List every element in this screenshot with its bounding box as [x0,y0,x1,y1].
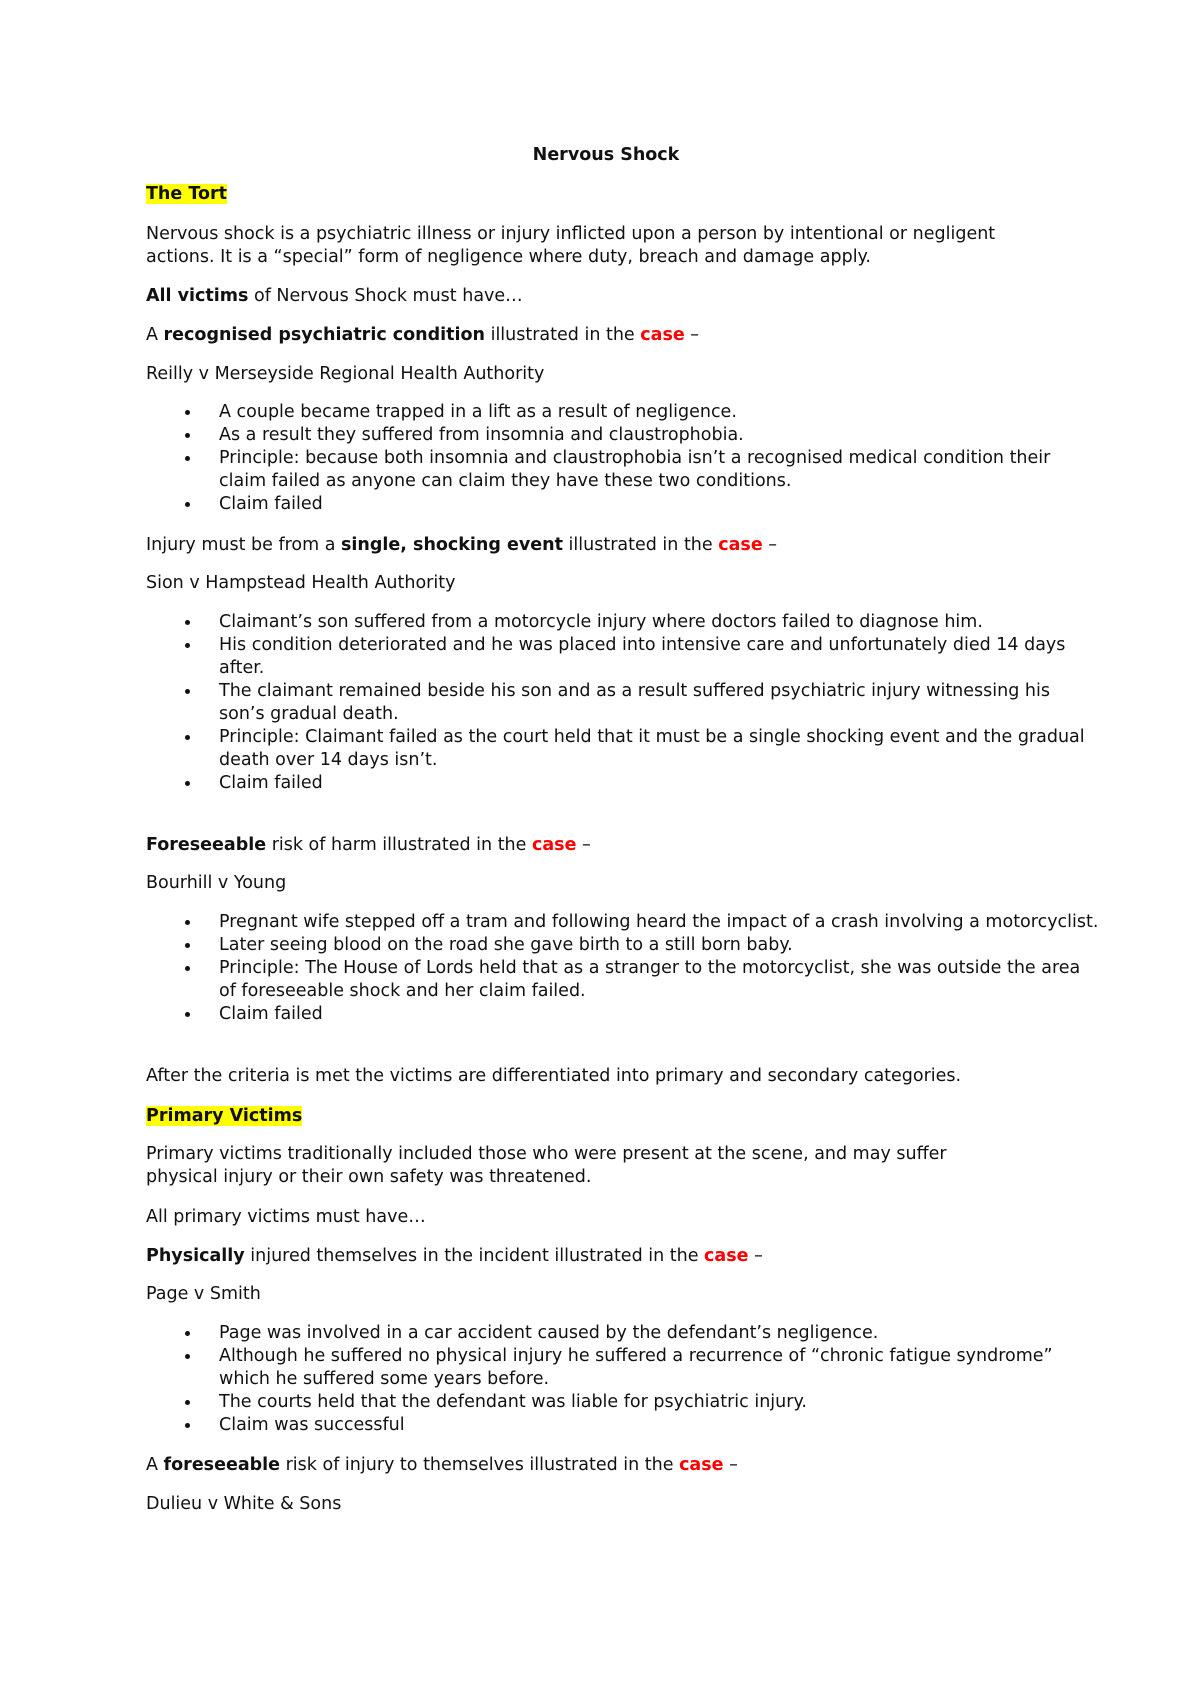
plain-text: injured themselves in the incident illustrated in the [244,1246,705,1266]
plain-text: – [684,325,700,345]
highlighted-heading: Primary Victims [146,1106,303,1126]
bullet-icon [185,920,190,925]
case-keyword: case [704,1246,749,1266]
bullet-icon [185,1354,190,1359]
list-item-text: Claimant’s son suffered from a motorcycle injury where doctors failed to diagnose him. [219,612,983,632]
plain-text: illustrated in the [562,535,719,555]
bullet-list [146,611,1085,795]
plain-text: – [723,1455,738,1475]
list-item [146,1003,1066,1026]
page-title: Nervous Shock [532,145,680,165]
list-item-text: Principle: Claimant failed as the court held that it must be a single shocking event and the gradual death over 14 days isn’t. [219,727,1085,770]
plain-text: of Nervous Shock must have… [248,286,523,306]
list-item [146,401,1066,424]
list-item [146,726,1085,772]
criterion-single-event [146,534,1066,557]
list-item [146,957,1081,1003]
plain-text: risk of injury to themselves illustrated in the [280,1455,680,1475]
list-item-text: Page was involved in a car accident caused by the defendant’s negligence. [219,1323,879,1343]
paragraph-line: actions. It is a “special” form of negligence where duty, breach and damage apply. [146,247,871,267]
list-item [146,1322,1066,1345]
section-heading-tort [146,183,1066,206]
list-item-text: A couple became trapped in a lift as a result of negligence. [219,402,737,422]
bullet-list [146,1322,1066,1437]
bullet-icon [185,735,190,740]
bullet-icon [185,433,190,438]
bullet-icon [185,966,190,971]
case-keyword: case [531,835,577,855]
list-item-text: The courts held that the defendant was liable for psychiatric injury. [219,1392,807,1412]
bullet-icon [185,943,190,948]
list-item-text: Later seeing blood on the road she gave birth to a still born baby. [219,935,793,955]
bold-text: Foreseeable [146,835,267,855]
list-item [146,1391,1066,1414]
highlighted-heading: The Tort [146,184,227,204]
list-item-text: The claimant remained beside his son and as a result suffered psychiatric injury witnessing his son’s gradual death. [219,681,1050,724]
bullet-icon [185,456,190,461]
list-item-text: Claim was successful [219,1415,405,1435]
list-item [146,634,1066,680]
list-item [146,424,1066,447]
criteria-paragraph: After the criteria is met the victims are differentiated into primary and secondary categories. [146,1066,962,1086]
bullet-list [146,911,1099,1026]
criterion-foreseeable-self [146,1454,1066,1477]
bullet-icon [185,1400,190,1405]
bullet-icon [185,620,190,625]
plain-text: illustrated in the [485,325,641,345]
bullet-icon [185,1331,190,1336]
list-item [146,1414,1066,1437]
list-item-text: Principle: The House of Lords held that as a stranger to the motorcyclist, she was outside the area of foreseeable shock and her claim failed. [219,958,1081,1001]
bullet-icon [185,643,190,648]
bullet-icon [185,781,190,786]
bullet-icon [185,689,190,694]
plain-text: – [762,535,778,555]
bold-text: All victims [146,286,249,306]
criterion-recognised [146,324,1066,347]
plain-text: risk of harm illustrated in the [266,835,532,855]
plain-text: – [748,1246,763,1266]
case-keyword: case [679,1455,724,1475]
paragraph-line: physical injury or their own safety was threatened. [146,1167,592,1187]
list-item-text: Claim failed [219,1004,323,1024]
list-item [146,911,1099,934]
bullet-icon [185,502,190,507]
list-item-text: Although he suffered no physical injury he suffered a recurrence of “chronic fatigue syndrome” which he suffered some years before. [219,1346,1053,1389]
bullet-icon [185,410,190,415]
plain-text: A [146,325,164,345]
paragraph-line: Primary victims traditionally included those who were present at the scene, and may suffer [146,1144,947,1164]
list-item [146,934,1066,957]
list-item-text: Claim failed [219,494,323,514]
list-item [146,493,1066,516]
bullet-icon [185,1012,190,1017]
list-item-text: His condition deteriorated and he was placed into intensive care and unfortunately died 14 days after. [219,635,1066,678]
list-item-text: Claim failed [219,773,323,793]
list-item [146,772,1066,795]
bold-text: recognised psychiatric condition [163,325,486,345]
case-keyword: case [718,535,763,555]
list-item-text: Pregnant wife stepped off a tram and following heard the impact of a crash involving a motorcyclist. [219,912,1099,932]
case-name: Page v Smith [146,1284,261,1304]
plain-text: Injury must be from a [146,535,342,555]
list-item [146,680,1066,726]
paragraph-line: Nervous shock is a psychiatric illness or injury inflicted upon a person by intentional or negligent [146,224,996,244]
case-name: Reilly v Merseyside Regional Health Authority [146,364,545,384]
list-item-text: Principle: because both insomnia and claustrophobia isn’t a recognised medical condition their claim failed as anyone can claim they have these two conditions. [219,448,1051,491]
bullet-icon [185,1423,190,1428]
list-item [146,1345,1066,1391]
bold-text: single, shocking event [341,535,563,555]
list-item-text: As a result they suffered from insomnia and claustrophobia. [219,425,744,445]
case-name: Bourhill v Young [146,873,287,893]
bullet-list [146,401,1066,516]
case-name: Dulieu v White & Sons [146,1494,342,1514]
plain-text: – [576,835,591,855]
case-keyword: case [640,325,685,345]
criterion-foreseeable [146,834,1066,857]
plain-text: A [146,1455,164,1475]
case-name: Sion v Hampstead Health Authority [146,573,456,593]
bold-text: foreseeable [163,1455,281,1475]
list-item [146,611,1066,634]
section-heading-primary [146,1105,1066,1128]
bold-text: Physically [146,1246,245,1266]
list-item [146,447,1066,493]
criterion-physically [146,1245,1066,1268]
all-primary-line: All primary victims must have… [146,1207,426,1227]
all-victims-line [146,285,1066,308]
